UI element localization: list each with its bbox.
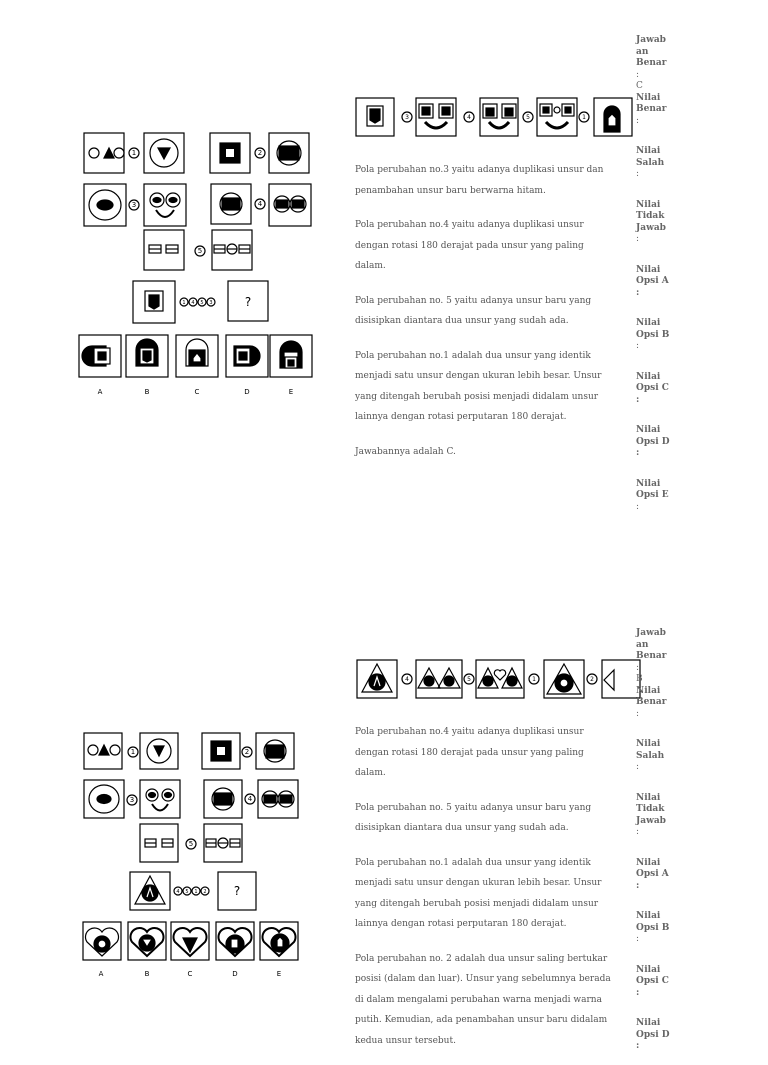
explanation-text [355, 722, 617, 1065]
nilai-benar-label: Nilai Benar [636, 685, 667, 707]
figure-number: 1 [194, 889, 198, 895]
option-e-label[interactable]: E [288, 388, 294, 396]
explanation-paragraph: Jawabannya adalah C. [355, 446, 456, 457]
correct-answer-label: Jawab an Benar [636, 35, 667, 68]
figure-number: 5 [188, 840, 194, 848]
figure-number: 4 [176, 889, 180, 895]
correct-answer-value: B [636, 674, 643, 684]
explanation-text [355, 160, 617, 476]
option-b-label[interactable]: B [144, 970, 150, 978]
nilai-opsi-d-label: Nilai Opsi D : [636, 1018, 670, 1051]
explanation-paragraph: Pola perubahan no. 2 adalah dua unsur saling bertukar posisi (dalam dan luar). Unsur yang sebelumnya berada di dalam mengalami perubahan warna menjadi warna putih. Kemudian, ada penambahan unsur baru didalam kedua unsur tersebut. [355, 953, 611, 1046]
question-2 [0, 600, 768, 1051]
score-panel: Jawab an Benar : B Nilai Benar : Nilai Salah : Nilai Tidak Jawab : Nilai Opsi A : Nilai Opsi B : Nilai Opsi C : Nilai Opsi D : [636, 628, 672, 1053]
sequence-number: 1 [532, 676, 536, 683]
nilai-opsi-b-label: Nilai Opsi B [636, 318, 670, 340]
explanation-paragraph: Pola perubahan no. 5 yaitu adanya unsur baru yang disisipkan diantara dua unsur yang sudah ada. [355, 802, 592, 833]
sequence-strip [352, 656, 618, 702]
question-mark: ? [233, 884, 241, 898]
figure-number: 1 [182, 300, 186, 306]
nilai-tidak-jawab-label: Nilai Tidak Jawab [636, 792, 666, 826]
nilai-opsi-c-label: Nilai Opsi C : [636, 371, 669, 405]
nilai-opsi-c-label: Nilai Opsi C : [636, 964, 669, 998]
sequence-number: 1 [582, 114, 586, 121]
option-c-label[interactable]: C [194, 388, 200, 396]
option-a-label[interactable]: A [97, 388, 103, 396]
correct-answer-value: C [636, 81, 643, 91]
option-b-label[interactable]: B [144, 388, 150, 396]
explanation-paragraph: Pola perubahan no. 5 yaitu adanya unsur baru yang disisipkan diantara dua unsur yang sudah ada. [355, 295, 592, 326]
figure-number: 4 [257, 200, 263, 208]
explanation-paragraph: Pola perubahan no.3 yaitu adanya duplikasi unsur dan penambahan unsur baru berwarna hitam. [355, 165, 604, 196]
sequence-number: 2 [590, 676, 594, 683]
figure-number: 3 [129, 796, 135, 804]
sequence-number: 3 [405, 114, 409, 121]
nilai-tidak-jawab-label: Nilai Tidak Jawab [636, 199, 666, 233]
puzzle-figure [70, 720, 330, 1020]
explanation-paragraph: Pola perubahan no.4 yaitu adanya duplikasi unsur dengan rotasi 180 derajat pada unsur yang paling dalam. [355, 220, 584, 271]
nilai-benar-label: Nilai Benar [636, 92, 667, 114]
nilai-opsi-a-label: Nilai Opsi A : [636, 857, 669, 891]
option-e-label[interactable]: E [276, 970, 282, 978]
puzzle-figure [70, 128, 330, 400]
figure-number: 4 [191, 300, 195, 306]
figure-number: 3 [209, 300, 213, 306]
explanation-paragraph: Pola perubahan no.1 adalah dua unsur yang identik menjadi satu unsur dengan ukuran lebih besar. Unsur yang ditengah berubah posisi menjadi didalam unsur lainnya dengan rotasi perputaran 180 derajat. [355, 857, 602, 929]
figure-number: 1 [130, 748, 136, 756]
explanation-paragraph: Pola perubahan no.1 adalah dua unsur yang identik menjadi satu unsur dengan ukuran lebih besar. Unsur yang ditengah berubah posisi menjadi didalam unsur lainnya dengan rotasi perputaran 180 derajat. [355, 350, 602, 422]
sequence-number: 4 [467, 114, 471, 121]
score-panel: Jawab an Benar : C Nilai Benar : Nilai Salah : Nilai Tidak Jawab : Nilai Opsi A : Nilai Opsi B : Nilai Opsi C : Nilai Opsi D : Nilai Opsi E : [636, 35, 672, 513]
figure-number: 2 [257, 149, 263, 157]
sequence-strip [352, 94, 618, 140]
option-a-label[interactable]: A [98, 970, 104, 978]
explanation-paragraph: Pola perubahan no.4 yaitu adanya duplikasi unsur dengan rotasi 180 derajat pada unsur yang paling dalam. [355, 727, 584, 778]
figure-number: 2 [203, 889, 207, 895]
figure-number: 1 [131, 149, 137, 157]
nilai-opsi-b-label: Nilai Opsi B [636, 911, 670, 933]
nilai-opsi-e-label: Nilai Opsi E [636, 478, 669, 500]
figure-number: 2 [244, 748, 250, 756]
sequence-number: 5 [526, 114, 530, 121]
option-d-label[interactable]: D [244, 388, 250, 396]
nilai-salah-label: Nilai Salah [636, 146, 665, 168]
sequence-number: 5 [467, 676, 471, 683]
option-d-label[interactable]: D [232, 970, 238, 978]
figure-number: 5 [200, 300, 204, 306]
question-mark: ? [244, 295, 252, 309]
figure-number: 5 [197, 247, 203, 255]
figure-number: 4 [247, 795, 253, 803]
figure-number: 3 [131, 201, 137, 209]
option-c-label[interactable]: C [187, 970, 193, 978]
nilai-opsi-d-label: Nilai Opsi D : [636, 425, 670, 458]
figure-number: 5 [185, 889, 189, 895]
sequence-number: 4 [405, 676, 409, 683]
nilai-opsi-a-label: Nilai Opsi A : [636, 264, 669, 298]
correct-answer-label: Jawab an Benar [636, 628, 667, 661]
nilai-salah-label: Nilai Salah [636, 739, 665, 761]
